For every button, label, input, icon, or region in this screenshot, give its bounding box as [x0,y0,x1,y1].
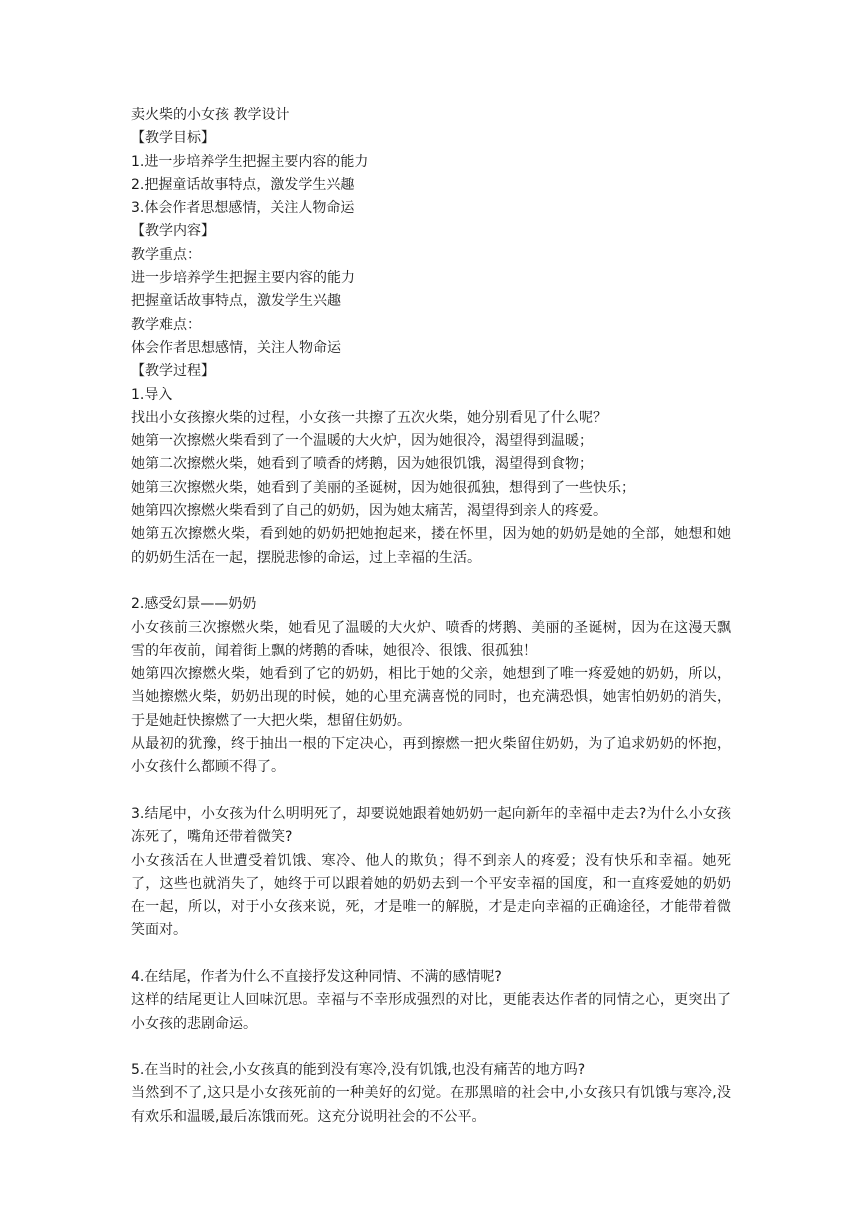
section2-paragraph: 小女孩前三次擦燃火柴，她看见了温暖的大火炉、喷香的烤鹅、美丽的圣诞树，因为在这漫天飘雪的年夜前，闻着街上飘的烤鹅的香味，她很冷、很饿、很孤独！ [131,619,731,659]
section4-question: 4.在结尾，作者为什么不直接抒发这种同情、不满的感情呢? [131,968,502,985]
blank-line [131,1036,731,1059]
blank-line [131,780,731,803]
section5-question: 5.在当时的社会,小女孩真的能到没有寒冷,没有饥饿,也没有痛苦的地方吗? [131,1062,586,1079]
objective-item: 3.体会作者思想感情，关注人物命运 [131,200,355,217]
difficulty-label: 教学难点： [131,316,201,333]
section5-answer: 当然到不了,这只是小女孩死前的一种美好的幻觉。在那黑暗的社会中,小女孩只有饥饿与寒冷,没有欢乐和温暖,最后冻饿而死。这充分说明社会的不公平。 [131,1085,731,1125]
section1-line: 她第四次擦燃火柴看到了自己的奶奶，因为她太痛苦，渴望得到亲人的疼爱。 [131,503,607,520]
objective-item: 2.把握童话故事特点，激发学生兴趣 [131,176,355,193]
section1-line: 她第一次擦燃火柴看到了一个温暖的大火炉，因为她很冷，渴望得到温暖； [131,433,593,450]
section1-heading: 1.导入 [131,386,173,403]
objectives-heading: 【教学目标】 [131,130,215,147]
document-title: 卖火柴的小女孩 教学设计 [131,107,290,123]
section2-heading: 2.感受幻景——奶奶 [131,596,257,613]
section3-answer: 小女孩活在人世遭受着饥饿、寒冷、他人的欺负；得不到亲人的疼爱；没有快乐和幸福。她死了，这些也就消失了，她终于可以跟着她的奶奶去到一个平安幸福的国度，和一直疼爱她的奶奶在一起，所以，对于小女孩来说，死，才是唯一的解脱，才是走向幸福的正确途径，才能带着微笑面对。 [131,852,731,939]
difficulty-text: 体会作者思想感情，关注人物命运 [131,339,341,356]
section3-question: 3.结尾中，小女孩为什么明明死了，却要说她跟着她奶奶一起向新年的幸福中走去?为什么小女孩冻死了，嘴角还带着微笑? [131,805,731,846]
key-point-item: 进一步培养学生把握主要内容的能力 [131,270,355,287]
key-point-item: 把握童话故事特点，激发学生兴趣 [131,293,341,310]
section2-paragraph: 她第四次擦燃火柴，她看到了它的奶奶，相比于她的父亲，她想到了唯一疼爱她的奶奶，所以，当她擦燃火柴，奶奶出现的时候，她的心里充满喜悦的同时，也充满恐惧，她害怕奶奶的消失，于是她赶快擦燃了一大把火柴，想留住奶奶。 [131,666,731,729]
content-heading: 【教学内容】 [131,223,215,240]
section4-answer: 这样的结尾更让人回味沉思。幸福与不幸形成强烈的对比，更能表达作者的同情之心，更突出了小女孩的悲剧命运。 [131,992,731,1032]
blank-line [131,943,731,966]
section1-line: 她第二次擦燃火柴，她看到了喷香的烤鹅，因为她很饥饿，渴望得到食物； [131,456,593,473]
section1-line: 她第三次擦燃火柴，她看到了美丽的圣诞树，因为她很孤独，想得到了一些快乐； [131,479,635,496]
section1-line: 她第五次擦燃火柴，看到她的奶奶把她抱起来，搂在怀里，因为她的奶奶是她的全部，她想和她的奶奶生活在一起，摆脱悲惨的命运，过上幸福的生活。 [131,526,731,566]
document-body [131,104,731,1129]
section2-paragraph: 从最初的犹豫，终于抽出一根的下定决心，再到擦燃一把火柴留住奶奶，为了追求奶奶的怀抱，小女孩什么都顾不得了。 [131,736,731,776]
section1-question: 找出小女孩擦火柴的过程，小女孩一共擦了五次火柴，她分别看见了什么呢？ [131,409,607,426]
objective-item: 1.进一步培养学生把握主要内容的能力 [131,153,369,170]
blank-line [131,570,731,593]
key-points-label: 教学重点： [131,246,201,263]
process-heading: 【教学过程】 [131,363,215,380]
